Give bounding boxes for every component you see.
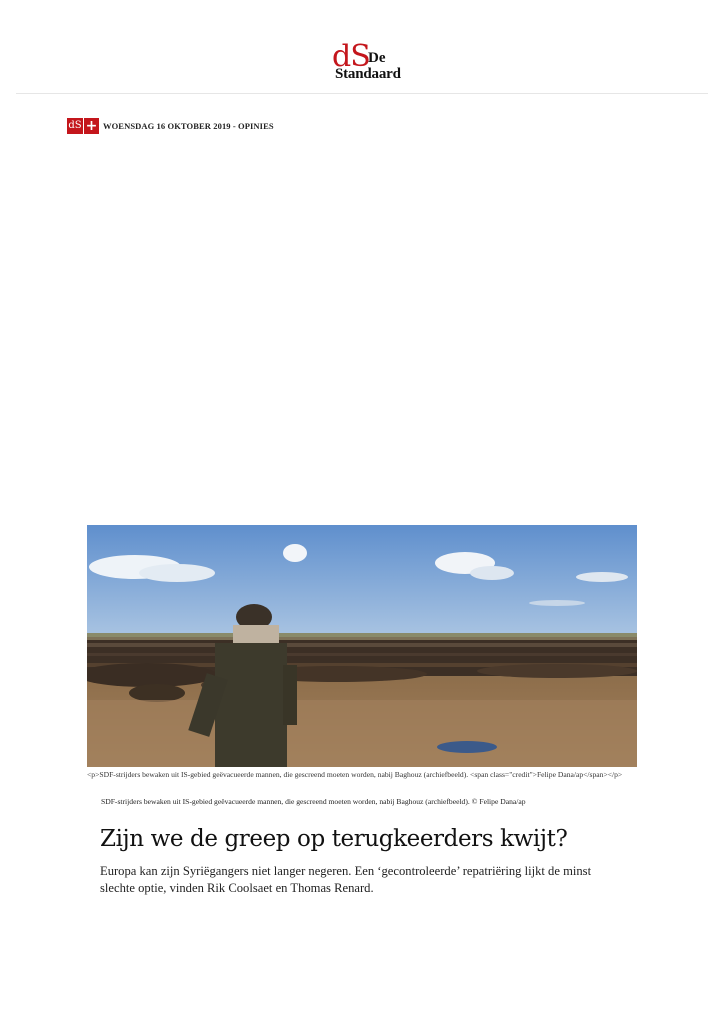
date-section-label: WOENSDAG 16 OKTOBER 2019 - OPINIES xyxy=(103,121,274,131)
photo-caption: SDF-strijders bewaken uit IS-gebied geëvacueerde mannen, die gescreend moeten worden, nabij Baghouz (archiefbeeld). © Felipe Dana/ap xyxy=(101,797,526,806)
ds-plus-badge-icon: dS xyxy=(67,118,83,134)
plus-icon: + xyxy=(85,118,98,134)
de-standaard-logo[interactable] xyxy=(332,39,412,88)
article-headline: Zijn we de greep op terugkeerders kwijt? xyxy=(100,826,568,852)
article-lead: Europa kan zijn Syriëgangers niet langer negeren. Een ‘gecontroleerde’ repatriëring lijkt de minst slechte optie, vinden Rik Coolsaet en Thomas Renard. xyxy=(100,864,592,895)
article-photo xyxy=(87,525,637,767)
logo-de: De xyxy=(368,50,386,66)
masthead xyxy=(0,39,724,88)
logo-mark: dS xyxy=(332,39,370,74)
raw-caption: <p>SDF-strijders bewaken uit IS-gebied geëvacueerde mannen, die gescreend moeten worden, nabij Baghouz (archiefbeeld). <span class="credit">Felipe Dana/ap</span></p> xyxy=(87,770,623,779)
header-divider xyxy=(16,93,708,94)
logo-standaard: Standaard xyxy=(335,66,401,82)
